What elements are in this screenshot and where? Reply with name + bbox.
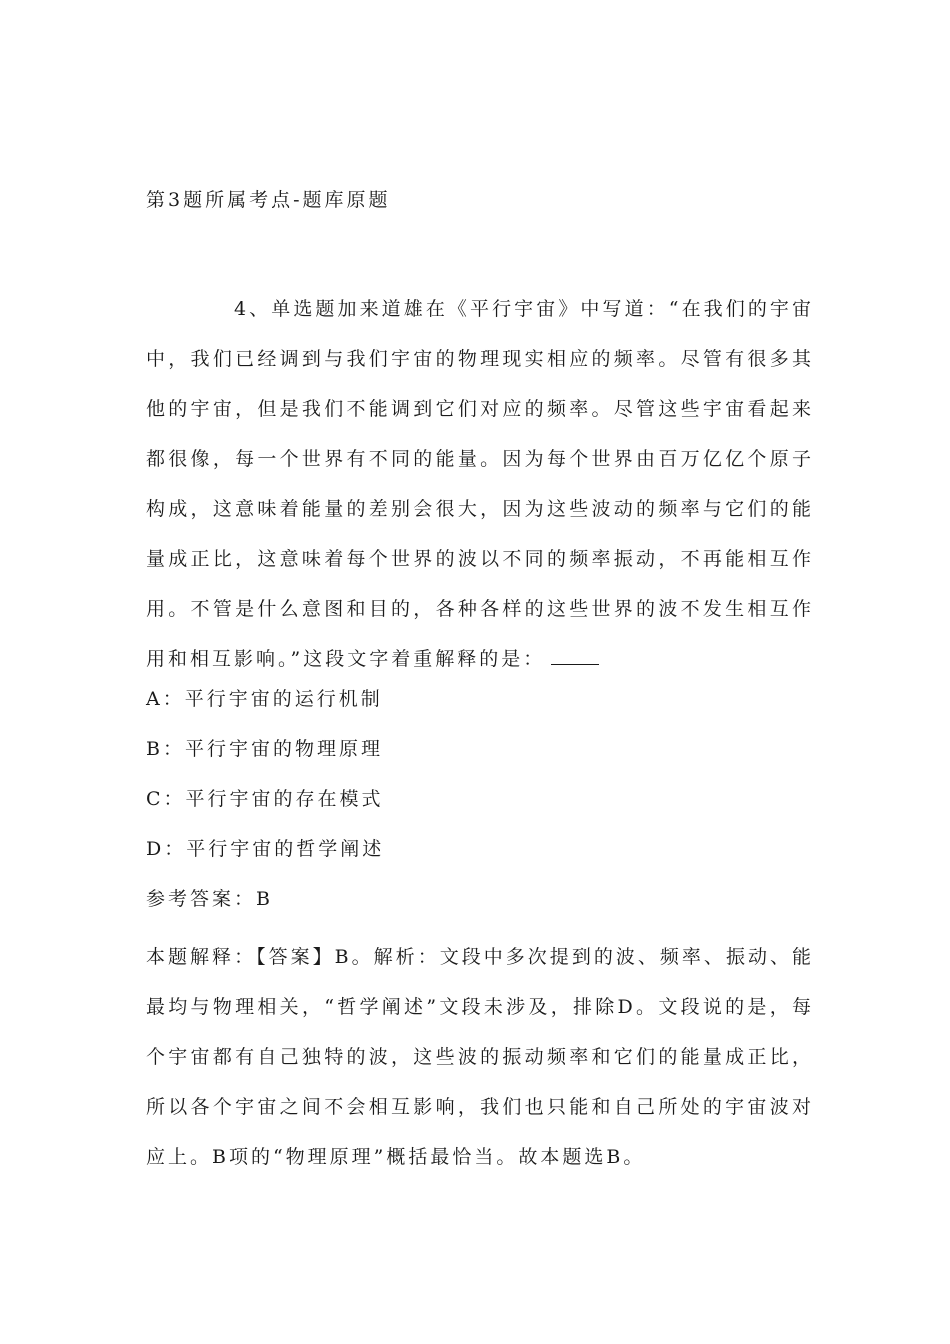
question-source-line: 第3题所属考点-题库原题 — [146, 189, 391, 211]
question-paragraph — [146, 284, 814, 684]
reference-answer: 参考答案：B — [146, 888, 273, 910]
answer-blank — [551, 642, 599, 665]
question-text: 4、单选题加来道雄在《平行宇宙》中写道：“在我们的宇宙中，我们已经调到与我们宇宙的物理现实相应的频率。尽管有很多其他的宇宙，但是我们不能调到它们对应的频率。尽管这些宇宙看起来都很像，每一个世界有不同的能量。因为每个世界由百万亿亿个原子构成，这意味着能量的差别会很大，因为这些波动的频率与它们的能量成正比，这意味着每个世界的波以不同的频率振动，不再能相互作用。不管是什么意图和目的，各种各样的这些世界的波不发生相互作用和相互影响。”这段文字着重解释的是： — [146, 298, 814, 670]
option-b: B：平行宇宙的物理原理 — [146, 738, 383, 760]
option-c: C：平行宇宙的存在模式 — [146, 788, 384, 810]
option-a: A：平行宇宙的运行机制 — [146, 688, 383, 710]
explanation-paragraph: 本题解释：【答案】B。解析：文段中多次提到的波、频率、振动、能最均与物理相关，“哲学阐述”文段未涉及，排除D。文段说的是，每个宇宙都有自己独特的波，这些波的振动频率和它们的能量成正比，所以各个宇宙之间不会相互影响，我们也只能和自己所处的宇宙波对应上。B项的“物理原理”概括最恰当。故本题选B。 — [146, 946, 814, 1168]
option-d: D：平行宇宙的哲学阐述 — [146, 838, 385, 860]
